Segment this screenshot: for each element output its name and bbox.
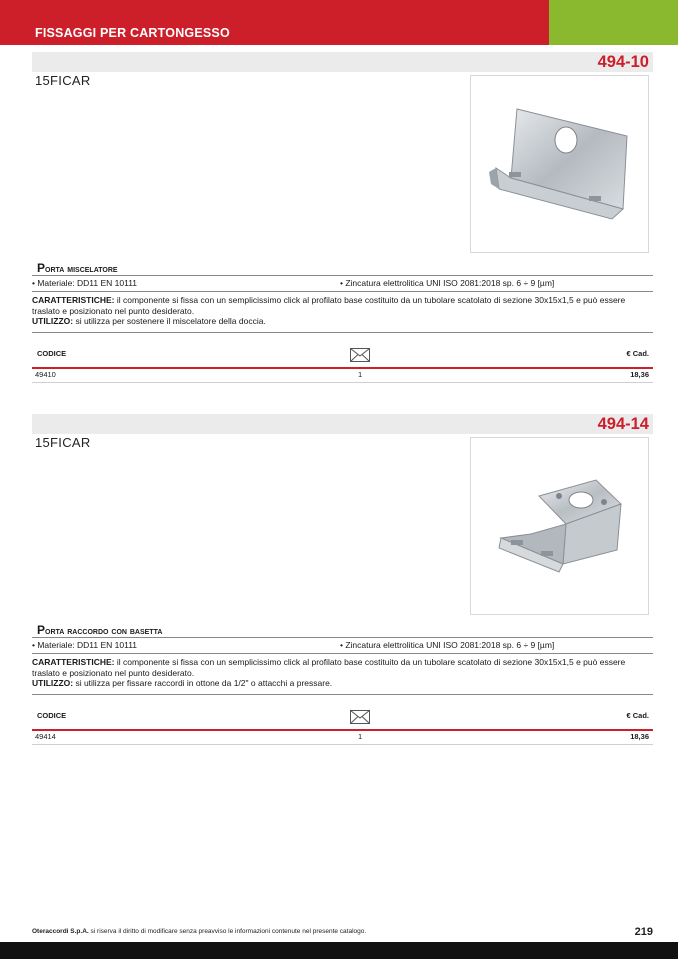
table-red-rule xyxy=(32,729,653,731)
price-table-header xyxy=(32,338,653,366)
divider xyxy=(32,694,653,695)
product-title: Porta miscelatore xyxy=(37,261,118,275)
envelope-icon xyxy=(350,348,370,362)
divider xyxy=(32,332,653,333)
product-code: 494-14 xyxy=(597,415,649,433)
product-description: CARATTERISTICHE: il componente si fissa con un semplicissimo click al profilato base costituito da un tubolare scatolato di sezione 30x15x1,5 e può essere traslato e posizionato nel punto desiderato. UTILIZZO: si utilizza per fissare raccordi in ottone da 1/2" o attacchi a pressare. xyxy=(32,657,626,688)
table-bottom-rule xyxy=(32,744,653,745)
product-photo xyxy=(470,75,649,253)
code-bar xyxy=(32,414,653,434)
row-qty: 1 xyxy=(358,732,363,741)
row-code: 49410 xyxy=(35,370,56,379)
product-photo xyxy=(470,437,649,615)
col-price-header: € Cad. xyxy=(626,349,649,358)
spec-plating: • Zincatura elettrolitica UNI ISO 2081:2018 sp. 6 ÷ 9 [µm] xyxy=(340,278,555,288)
footer-disclaimer: Oteraccordi S.p.A. si riserva il diritto di modificare senza preavviso le informazioni contenute nel presente catalogo. xyxy=(32,928,367,935)
divider xyxy=(32,653,653,654)
bracket-photo-icon xyxy=(471,438,648,614)
envelope-icon xyxy=(350,710,370,724)
brand-label: 15FICAR xyxy=(35,73,91,88)
code-bar xyxy=(32,52,653,72)
footer-bar xyxy=(0,942,678,959)
table-bottom-rule xyxy=(32,382,653,383)
col-code-header: CODICE xyxy=(37,349,67,358)
brand-label: 15FICAR xyxy=(35,435,91,450)
product-description: CARATTERISTICHE: il componente si fissa con un semplicissimo click al profilato base costituito da un tubolare scatolato di sezione 30x15x1,5 e può essere traslato e posizionato nel punto desiderato. UTILIZZO: si utilizza per sostenere il miscelatore della doccia. xyxy=(32,295,626,326)
col-code-header: CODICE xyxy=(37,711,67,720)
row-qty: 1 xyxy=(358,370,363,379)
spec-material: • Materiale: DD11 EN 10111 xyxy=(32,640,138,650)
bracket-photo-icon xyxy=(471,76,648,252)
price-table-header xyxy=(32,700,653,728)
product-code: 494-10 xyxy=(597,53,649,71)
col-price-header: € Cad. xyxy=(626,711,649,720)
row-price: 18,36 xyxy=(630,732,649,741)
page-number: 219 xyxy=(634,926,653,938)
page-category-title: FISSAGGI PER CARTONGESSO xyxy=(35,26,230,40)
row-code: 49414 xyxy=(35,732,56,741)
row-price: 18,36 xyxy=(630,370,649,379)
header-accent xyxy=(549,0,678,45)
table-red-rule xyxy=(32,367,653,369)
divider xyxy=(32,637,653,638)
product-title: Porta raccordo con basetta xyxy=(37,623,163,637)
spec-material: • Materiale: DD11 EN 10111 xyxy=(32,278,138,288)
spec-plating: • Zincatura elettrolitica UNI ISO 2081:2018 sp. 6 ÷ 9 [µm] xyxy=(340,640,555,650)
divider xyxy=(32,275,653,276)
divider xyxy=(32,291,653,292)
